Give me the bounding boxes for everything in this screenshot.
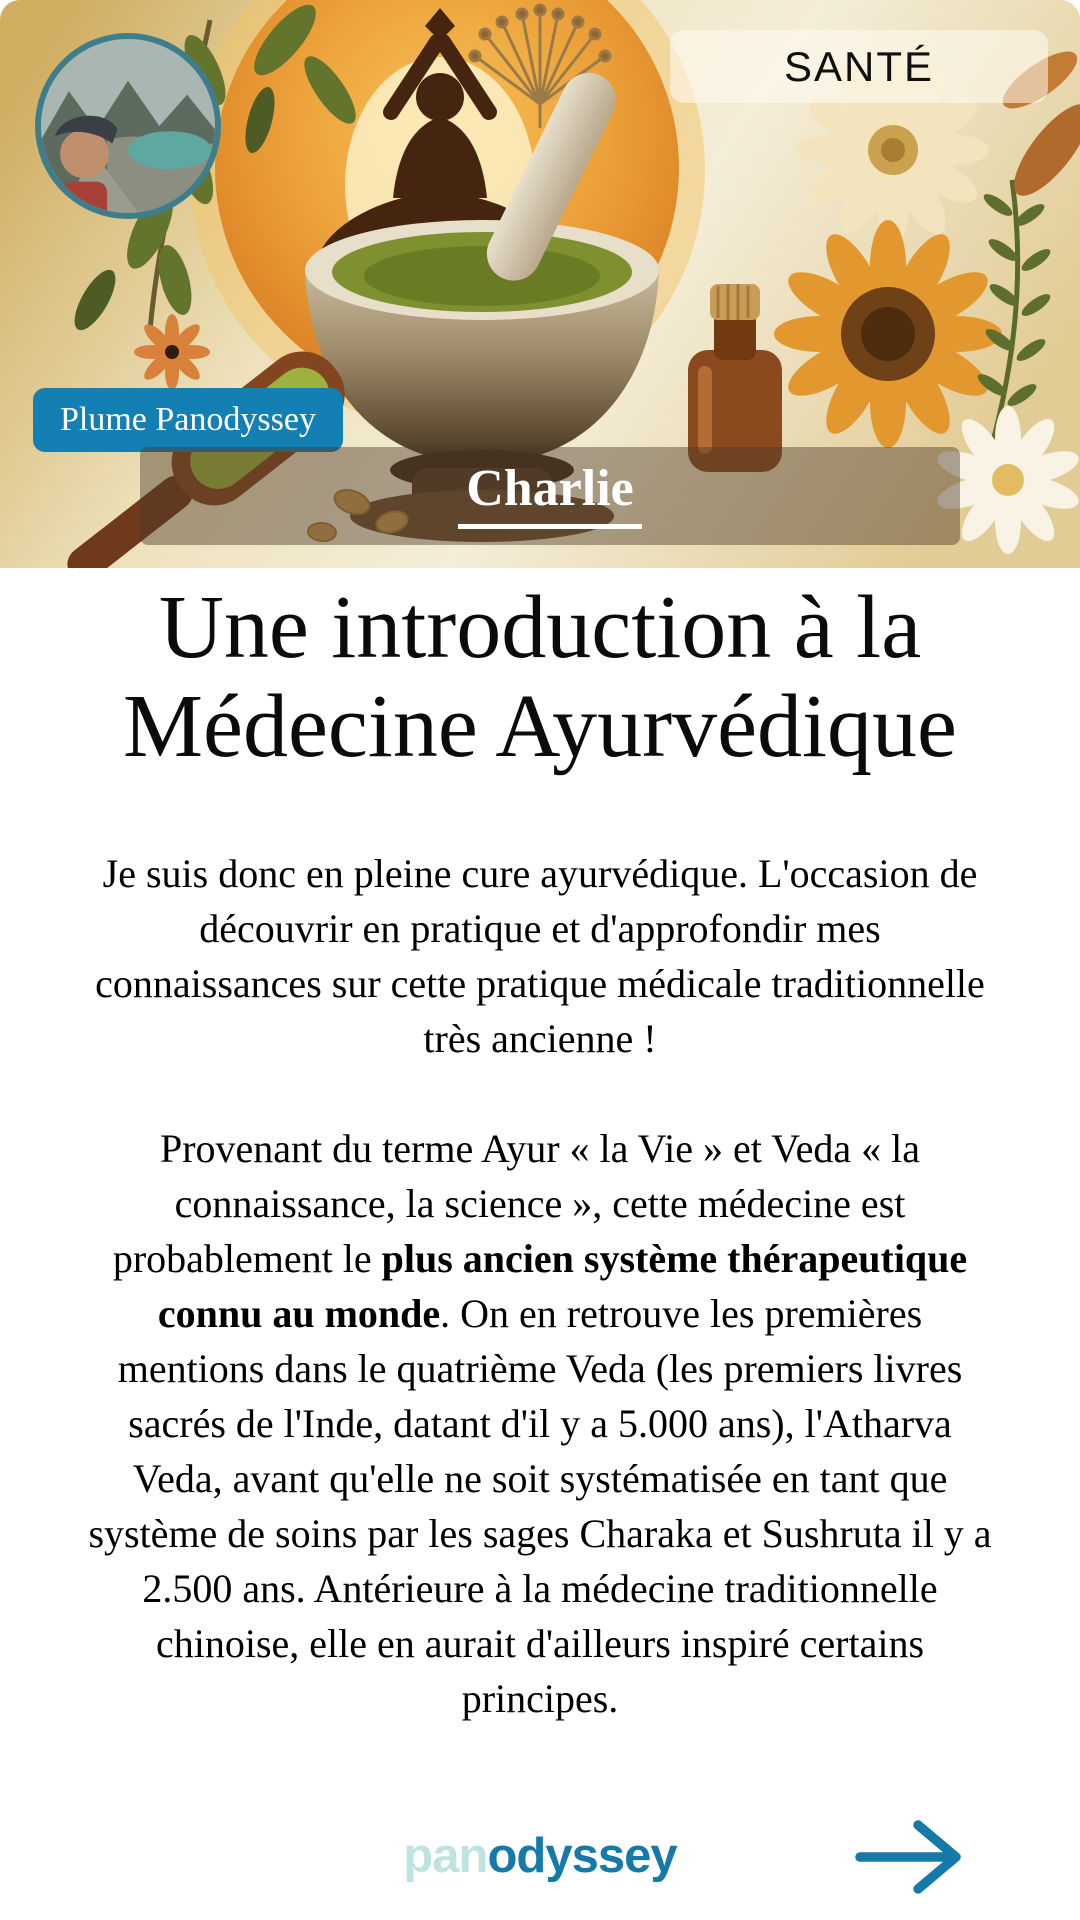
logo-text-pan: pan [403, 1828, 488, 1883]
article-body [82, 846, 998, 1726]
article-paragraph-1: Je suis donc en pleine cure ayurvédique. L'occasion de découvrir en pratique et d'approfondir mes connaissances sur cette pratique médicale traditionnelle très ancienne ! [95, 851, 985, 1061]
paragraph-2-text-start: Provenant du terme Ayur « la Vie » et Veda « la connaissance, la science », cette médecine est probablement le [112, 1126, 921, 1281]
paragraph-2-bold-phrase: plus ancien système thérapeutique connu au monde [157, 1236, 968, 1336]
arrow-right-icon[interactable] [852, 1817, 970, 1897]
category-badge[interactable] [670, 30, 1048, 103]
paragraph-2-text-end: . On en retrouve les premières mentions dans le quatrième Veda (les premiers livres sacrés de l'Inde, datant d'il y a 5.000 ans), l'Atharva Veda, avant qu'elle ne soit systématisée en tant que système de soins par les sages Charaka et Sushruta il y a 2.500 ans. Antérieure à la médecine traditionnelle chinoise, elle en aurait d'ailleurs inspiré certains principes. [88, 1291, 992, 1721]
header-image[interactable] [0, 0, 1080, 568]
author-name-band [140, 447, 960, 545]
author-avatar[interactable] [35, 33, 221, 219]
avatar-photo [41, 39, 215, 213]
article-title-line-1: Une introduction à la [158, 578, 922, 677]
article-title [0, 578, 1080, 776]
logo-text-odyssey: odyssey [487, 1828, 677, 1883]
category-badge-label: SANTÉ [783, 42, 935, 90]
author-badge[interactable]: Plume Panodyssey [33, 388, 343, 452]
article-title-line-2: Médecine Ayurvédique [123, 677, 957, 776]
author-name-link[interactable]: Charlie [458, 463, 642, 529]
footer [0, 1806, 1080, 1906]
panodyssey-logo[interactable] [403, 1828, 677, 1883]
article-paragraph-2 [82, 1121, 998, 1726]
